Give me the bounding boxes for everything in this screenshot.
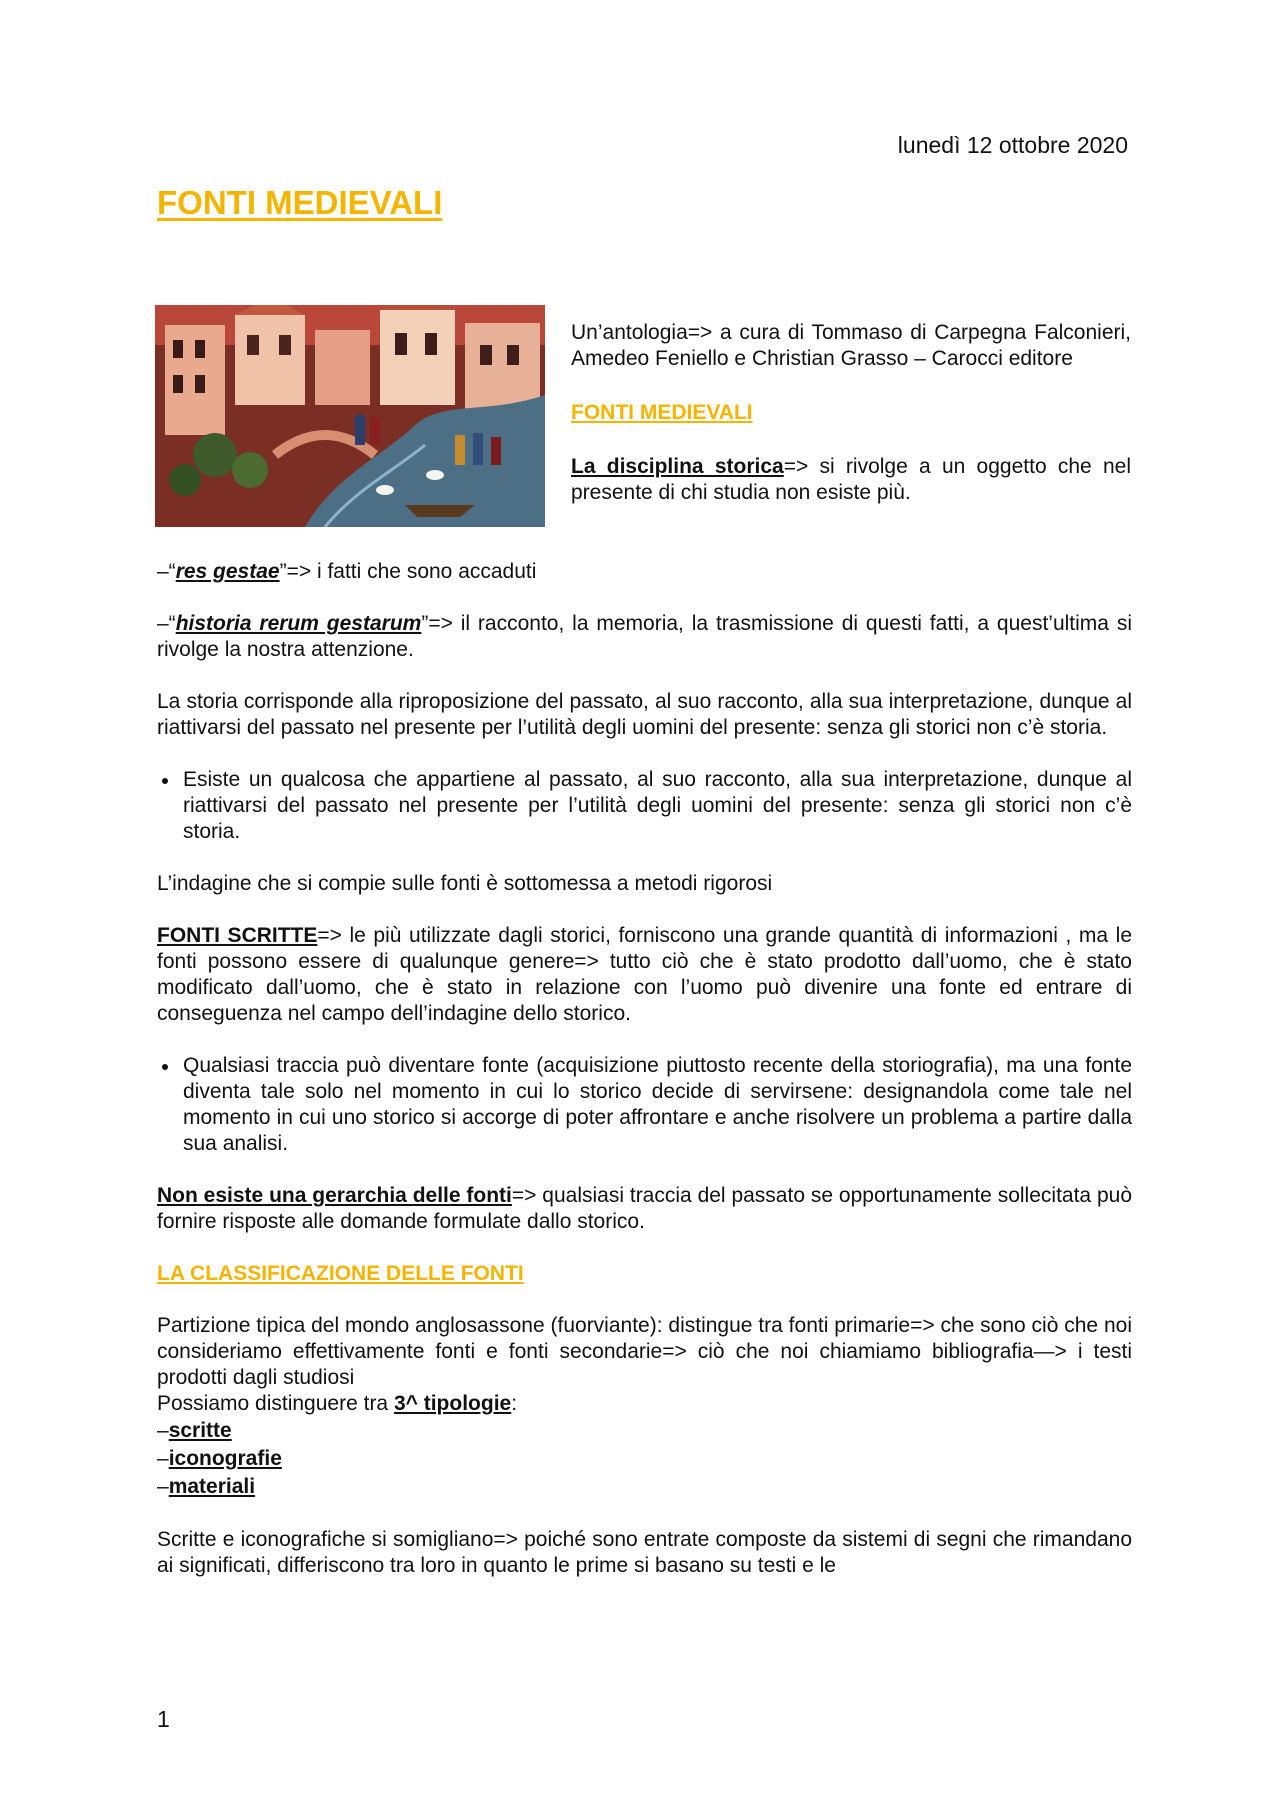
possiamo-paragraph [157, 1391, 1132, 1417]
tipologie-list [157, 1417, 1132, 1501]
res-gestae-text: ”=> i fatti che sono accaduti [279, 560, 537, 583]
disciplina-paragraph [571, 454, 1131, 506]
intro-subtitle: FONTI MEDIEVALI [571, 401, 753, 424]
list-item-label: materiali [168, 1475, 256, 1498]
intro-subtitle-paragraph [571, 400, 1131, 426]
bullet-item-2: Qualsiasi traccia può diventare fonte (acquisizione piuttosto recente della storiografia), ma una fonte diventa tale solo nel momento in cui lo storico decide di servirsene: designandola come tale nel momento in cui uno storico si accorge di poter affrontare e anche risolvere un problema a partire dalla sua analisi. [157, 1053, 1132, 1157]
fonti-scritte-term: FONTI SCRITTE [157, 924, 318, 947]
page-title: FONTI MEDIEVALI [157, 184, 443, 221]
gerarchia-text: => qualsiasi traccia del passato se opportunamente sollecitata può fornire risposte alle domande formulate dallo storico. [157, 1184, 1132, 1233]
historia-term: historia rerum gestarum [175, 612, 422, 635]
historia-paragraph [157, 611, 1132, 663]
gerarchia-term: Non esiste una gerarchia delle fonti [157, 1184, 512, 1207]
disciplina-text: => si rivolge a un oggetto che nel presente di chi studia non esiste più. [571, 455, 1131, 504]
list-item: –materiali [157, 1475, 256, 1498]
res-gestae-term: res gestae [175, 560, 280, 583]
tipologie-term: 3^ tipologie [393, 1392, 512, 1415]
res-prefix: –“ [157, 560, 176, 583]
storia-paragraph: La storia corrisponde alla riproposizione del passato, al suo racconto, alla sua interpretazione, dunque al riattivarsi del passato nel presente per l’utilità degli uomini del presente: senza gli storici non c’è storia. [157, 690, 1132, 739]
possiamo-prefix: Possiamo distinguere tra [157, 1392, 394, 1415]
bullet-item-1: Esiste un qualcosa che appartiene al passato, al suo racconto, alla sua interpretazione, dunque al riattivarsi del passato nel presente per l’utilità degli uomini del presente: senza gli storici non c’è storia. [157, 767, 1132, 845]
list-item-label: scritte [168, 1419, 232, 1442]
indagine-paragraph: L’indagine che si compie sulle fonti è sottomessa a metodi rigorosi [157, 872, 773, 895]
list-item-label: iconografie [168, 1447, 282, 1470]
somigliano-paragraph: Scritte e iconografiche si somigliano=> poiché sono entrate composte da sistemi di segni che rimandano ai significati, differiscono tra loro in quanto le prime si basano su testi e le [157, 1528, 1132, 1577]
document-date: lunedì 12 ottobre 2020 [897, 132, 1128, 158]
main-body [157, 559, 1132, 1605]
antologia-paragraph: Un’antologia=> a cura di Tommaso di Carpegna Falconieri, Amedeo Feniello e Christian Grasso – Carocci editore [571, 321, 1131, 370]
classificazione-heading: LA CLASSIFICAZIONE DELLE FONTI [157, 1262, 524, 1285]
fonti-scritte-text: => le più utilizzate dagli storici, forniscono una grande quantità di informazioni , ma le fonti possono essere di qualunque genere=> tutto ciò che è stato prodotto dall’uomo, che è stato modificato dall’uomo, che è stato in relazione con l’uomo può divenire una fonte ed entrare di conseguenza nel campo dell’indagine dello storico. [157, 924, 1132, 1025]
historia-text: ”=> il racconto, la memoria, la trasmissione di questi fatti, a quest’ultima si rivolge la nostra attenzione. [157, 612, 1132, 661]
intro-column [571, 320, 1131, 534]
historia-prefix: –“ [157, 612, 176, 635]
fonti-scritte-paragraph [157, 923, 1132, 1027]
list-item: –scritte [157, 1419, 232, 1442]
illustration-drawing [155, 305, 545, 527]
page-number: 1 [157, 1706, 170, 1732]
res-gestae-paragraph [157, 559, 1132, 585]
classificazione-heading-paragraph [157, 1261, 1132, 1287]
possiamo-suffix: : [511, 1392, 518, 1415]
gerarchia-paragraph [157, 1183, 1132, 1235]
medieval-city-illustration [155, 305, 545, 527]
partizione-paragraph: Partizione tipica del mondo anglosassone (fuorviante): distingue tra fonti primarie=> che sono ciò che noi consideriamo effettivamente fonti e fonti secondarie=> ciò che noi chiamiamo bibliografia—> i testi prodotti dagli studiosi [157, 1314, 1132, 1389]
list-item: –iconografie [157, 1447, 282, 1470]
disciplina-term: La disciplina storica [571, 455, 784, 478]
